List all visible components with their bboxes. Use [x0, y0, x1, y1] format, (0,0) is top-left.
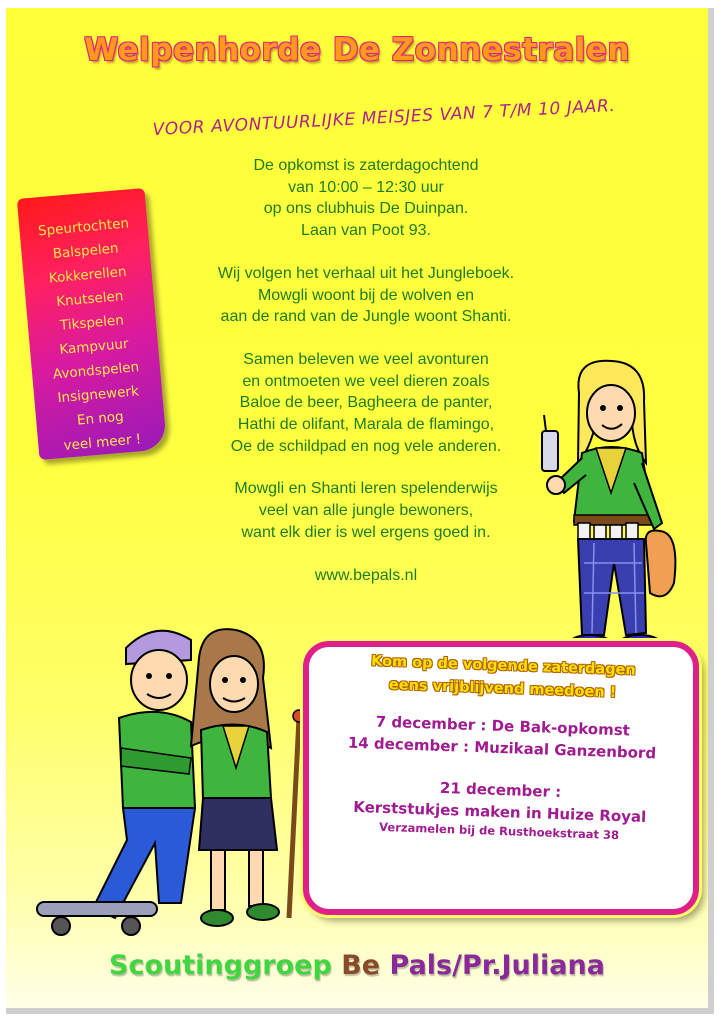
trial-dates-list — [307, 708, 695, 845]
poster-subtitle: VOOR AVONTUURLIJKE MEISJES VAN 7 T/M 10 JAAR. — [152, 95, 616, 141]
trial-dates-heading-line: eens vrijblijvend meedoen ! — [388, 677, 617, 701]
trial-date-item: Kerststukjes maken in Huize Royal — [353, 797, 647, 827]
activities-list — [19, 210, 167, 460]
trial-dates-heading-line: Kom op de volgende zaterdagen — [370, 653, 637, 679]
trial-date-item: 21 december : — [439, 778, 562, 802]
poster — [6, 8, 714, 1014]
intro-line: Mowgli en Shanti leren spelenderwijs — [234, 480, 498, 498]
intro-line: aan de rand van de Jungle woont Shanti. — [220, 308, 512, 326]
trial-dates-box — [303, 641, 699, 915]
intro-line: Laan van Poot 93. — [301, 222, 431, 240]
intro-line: Samen beleven we veel avonturen — [243, 350, 489, 368]
website-link[interactable]: www.bepals.nl — [314, 566, 418, 584]
scout-girl-illustration — [534, 353, 684, 663]
scouts-pair-illustration — [31, 618, 331, 958]
trial-dates-heading — [316, 649, 689, 708]
intro-line: van 10:00 – 12:30 uur — [288, 178, 444, 196]
activity-item: Tikspelen — [59, 312, 125, 334]
intro-line: veel van alle jungle bewoners, — [258, 502, 474, 520]
intro-line: en ontmoeten we veel dieren zoals — [242, 372, 490, 390]
footer-part-pals: Pals/Pr.Juliana — [389, 950, 605, 981]
website-link-paragraph — [166, 565, 566, 587]
intro-line: want elk dier is wel ergens goed in. — [241, 523, 491, 541]
intro-line: Baloe de beer, Bagheera de panter, — [239, 394, 493, 412]
intro-line: Wij volgen het verhaal uit het Jungleboek. — [217, 264, 515, 282]
intro-paragraph-animals — [166, 349, 566, 458]
activity-item: Kampvuur — [58, 335, 130, 358]
activity-item: Kokkerellen — [48, 263, 128, 287]
activity-item: Insignewerk — [56, 383, 140, 407]
activity-item: En nog — [76, 408, 125, 429]
poster-title: Welpenhorde De Zonnestralen — [84, 32, 630, 68]
footer-group-name — [6, 950, 708, 981]
activity-item: Balspelen — [52, 240, 120, 263]
intro-line: Oe de schildpad en nog vele anderen. — [230, 437, 502, 455]
activity-item: Knutselen — [55, 288, 124, 310]
activity-item: veel meer ! — [62, 431, 142, 454]
activity-item: Speurtochten — [37, 215, 130, 240]
trial-date-item: 14 december : Muzikaal Ganzenbord — [347, 733, 657, 763]
footer-part-scoutinggroep: Scoutinggroep — [109, 950, 342, 981]
activities-box — [17, 188, 167, 460]
intro-line: Mowgli woont bij de wolven en — [257, 286, 475, 304]
intro-paragraph-learning — [166, 478, 566, 543]
intro-paragraph-schedule — [166, 155, 566, 242]
trial-date-item: 7 december : De Bak-opkomst — [375, 712, 631, 740]
intro-line: De opkomst is zaterdagochtend — [253, 157, 479, 174]
intro-text — [166, 155, 566, 607]
footer-part-be: Be — [341, 950, 390, 981]
trial-date-note: Verzamelen bij de Rusthoekstraat 38 — [378, 819, 620, 843]
intro-line: Hathi de olifant, Marala de flamingo, — [237, 416, 495, 434]
activity-item: Avondspelen — [52, 359, 140, 383]
intro-line: op ons clubhuis De Duinpan. — [263, 200, 469, 218]
intro-paragraph-story — [166, 263, 566, 328]
